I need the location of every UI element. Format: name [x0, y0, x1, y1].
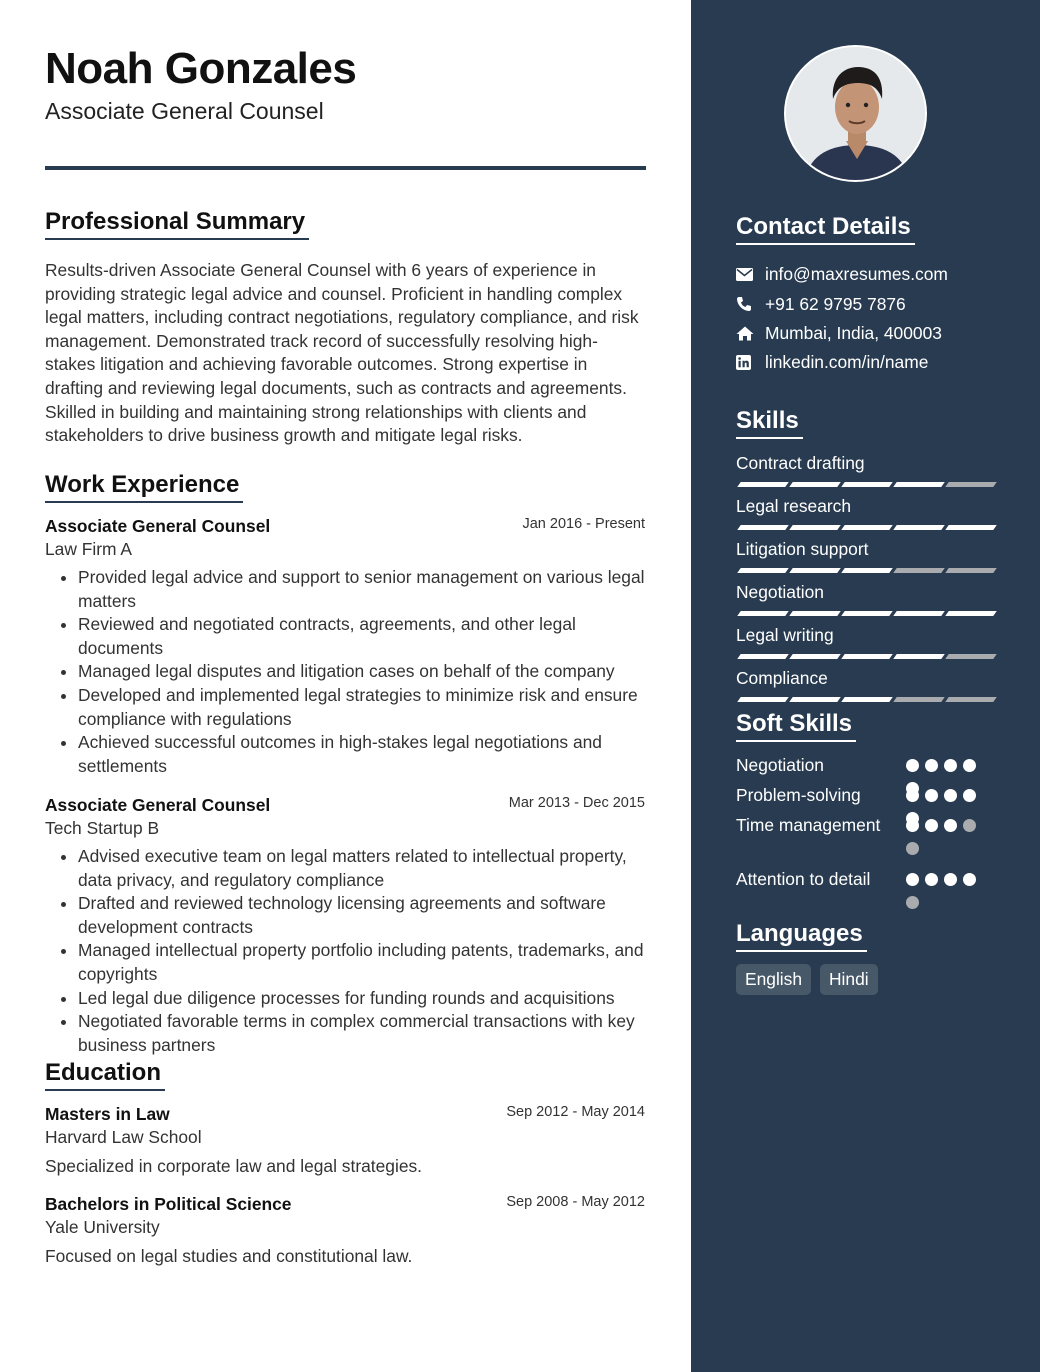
rating-segment-filled: [737, 611, 789, 616]
rating-dot-filled: [944, 873, 957, 886]
job-bullet: • Reviewed and negotiated contracts, agreements, and other legal documents: [78, 613, 645, 660]
job-company: Law Firm A: [45, 539, 132, 559]
rating-dot-filled: [944, 759, 957, 772]
skill-rating-bar: [736, 611, 993, 617]
home-icon: [736, 326, 765, 341]
soft-skill-name: Time management: [736, 815, 881, 835]
rating-segment-filled: [893, 482, 945, 487]
rating-dot-filled: [906, 873, 919, 886]
rating-segment-empty: [945, 697, 997, 702]
job-bullet: • Developed and implemented legal strategies to minimize risk and ensure compliance with regulations: [78, 684, 645, 731]
rating-segment-filled: [893, 611, 945, 616]
rating-segment-filled: [841, 525, 893, 530]
rating-segment-filled: [789, 482, 841, 487]
rating-segment-filled: [945, 611, 997, 616]
job-dates: Mar 2013 - Dec 2015: [508, 795, 645, 811]
language-chip: English: [736, 964, 811, 995]
rating-dot-filled: [906, 759, 919, 772]
rating-dot-filled: [963, 873, 976, 886]
education-entry: [45, 1194, 645, 1267]
job-title: Associate General Counsel: [45, 795, 271, 815]
rating-segment-filled: [789, 697, 841, 702]
rating-dot-empty: [906, 896, 919, 909]
rating-segment-empty: [945, 568, 997, 573]
job-bullet: • Led legal due diligence processes for funding rounds and acquisitions: [78, 987, 645, 1011]
rating-dot-filled: [963, 789, 976, 802]
soft-skill-name: Problem-solving: [736, 785, 861, 805]
portrait-illustration: [786, 47, 927, 182]
rating-segment-filled: [893, 525, 945, 530]
skill-rating-bar: [736, 525, 993, 531]
job-entry: [45, 516, 645, 778]
job-bullet: • Managed intellectual property portfolio including patents, trademarks, and copyrights: [78, 939, 645, 986]
contact-heading: Contact Details: [736, 213, 915, 245]
degree: Bachelors in Political Science: [45, 1194, 292, 1214]
job-title: Associate General Counsel: [45, 516, 271, 536]
candidate-title: Associate General Counsel: [45, 98, 324, 124]
rating-dot-empty: [963, 819, 976, 832]
rating-dot-filled: [925, 789, 938, 802]
school: Harvard Law School: [45, 1127, 202, 1147]
rating-segment-filled: [737, 525, 789, 530]
profile-photo: [784, 45, 927, 182]
education-description: Specialized in corporate law and legal strategies.: [45, 1156, 423, 1176]
email-text: info@maxresumes.com: [765, 263, 948, 284]
rating-dot-filled: [944, 819, 957, 832]
contact-email[interactable]: [736, 262, 948, 286]
rating-segment-filled: [737, 697, 789, 702]
soft-skill-name: Negotiation: [736, 755, 824, 775]
contact-phone[interactable]: [736, 292, 906, 316]
rating-segment-filled: [789, 611, 841, 616]
rating-dot-filled: [925, 873, 938, 886]
skill-name: Contract drafting: [736, 453, 865, 473]
skill-name: Compliance: [736, 668, 828, 688]
rating-segment-filled: [737, 482, 789, 487]
rating-dot-filled: [925, 759, 938, 772]
phone-icon: [736, 296, 765, 312]
job-company: Tech Startup B: [45, 818, 160, 838]
rating-dot-filled: [906, 789, 919, 802]
rating-segment-filled: [841, 697, 893, 702]
rating-segment-filled: [737, 654, 789, 659]
job-bullet: • Negotiated favorable terms in complex commercial transactions with key business partners: [78, 1010, 645, 1057]
job-bullet: • Managed legal disputes and litigation cases on behalf of the company: [78, 660, 645, 684]
languages-heading: Languages: [736, 920, 867, 952]
phone-text: +91 62 9795 7876: [765, 293, 906, 314]
rating-segment-filled: [737, 568, 789, 573]
rating-dot-filled: [925, 819, 938, 832]
soft-skills-heading: Soft Skills: [736, 710, 856, 742]
rating-segment-filled: [945, 525, 997, 530]
address-text: Mumbai, India, 400003: [765, 322, 942, 343]
rating-segment-empty: [893, 568, 945, 573]
experience-heading: Work Experience: [45, 471, 243, 503]
linkedin-icon: [736, 355, 765, 370]
rating-segment-filled: [789, 525, 841, 530]
education-dates: Sep 2008 - May 2012: [506, 1194, 645, 1210]
rating-segment-empty: [945, 482, 997, 487]
rating-segment-filled: [789, 654, 841, 659]
rating-segment-filled: [841, 611, 893, 616]
education-heading: Education: [45, 1059, 165, 1091]
job-entry: [45, 795, 645, 1057]
envelope-icon: [736, 268, 765, 281]
rating-dot-filled: [944, 789, 957, 802]
summary-heading: Professional Summary: [45, 208, 309, 240]
header-divider: [45, 166, 646, 170]
soft-skill-name: Attention to detail: [736, 869, 871, 889]
rating-dot-filled: [963, 759, 976, 772]
language-chip: Hindi: [820, 964, 878, 995]
contact-linkedin[interactable]: [736, 350, 928, 374]
contact-address: [736, 321, 942, 345]
job-bullet: • Achieved successful outcomes in high-stakes legal negotiations and settlements: [78, 731, 645, 778]
job-bullets: [45, 566, 645, 778]
skill-name: Legal research: [736, 496, 852, 516]
job-bullet: • Drafted and reviewed technology licensing agreements and software development contracts: [78, 892, 645, 939]
rating-segment-empty: [893, 697, 945, 702]
rating-segment-filled: [841, 568, 893, 573]
linkedin-text: linkedin.com/in/name: [765, 351, 929, 372]
summary-text: Results-driven Associate General Counsel with 6 years of experience in providing strategic legal advice and counsel. Proficient in handling complex legal matters, including contract negotiations, regulatory compliance, and risk management. Demonstrated track record of successfully resolving high-stakes litigation and achieving favorable outcomes. Strong expertise in drafting and reviewing legal documents, such as contracts and agreements. Skilled in building and maintaining strong relationships with clients and stakeholders to drive business growth and mitigate legal risks.: [45, 260, 639, 446]
school: Yale University: [45, 1217, 160, 1237]
rating-segment-filled: [841, 654, 893, 659]
degree: Masters in Law: [45, 1104, 170, 1124]
rating-segment-filled: [841, 482, 893, 487]
skill-rating-bar: [736, 697, 993, 703]
job-bullet: • Provided legal advice and support to senior management on various legal matters: [78, 566, 645, 613]
skill-name: Legal writing: [736, 625, 834, 645]
skill-name: Negotiation: [736, 582, 824, 602]
rating-segment-empty: [945, 654, 997, 659]
skill-name: Litigation support: [736, 539, 869, 559]
skill-rating-bar: [736, 568, 993, 574]
rating-segment-filled: [893, 654, 945, 659]
skill-rating-bar: [736, 482, 993, 488]
rating-dot-empty: [906, 842, 919, 855]
job-bullet: • Advised executive team on legal matters related to intellectual property, data privacy, and regulatory compliance: [78, 845, 645, 892]
rating-segment-filled: [789, 568, 841, 573]
job-dates: Jan 2016 - Present: [522, 516, 645, 532]
education-entry: [45, 1104, 645, 1177]
skill-rating-bar: [736, 654, 993, 660]
education-description: Focused on legal studies and constitutional law.: [45, 1246, 413, 1266]
job-bullets: [45, 845, 645, 1057]
rating-dot-filled: [906, 819, 919, 832]
sidebar: [691, 0, 1040, 1372]
skills-heading: Skills: [736, 407, 803, 439]
education-dates: Sep 2012 - May 2014: [506, 1104, 645, 1120]
candidate-name: Noah Gonzales: [45, 44, 357, 93]
